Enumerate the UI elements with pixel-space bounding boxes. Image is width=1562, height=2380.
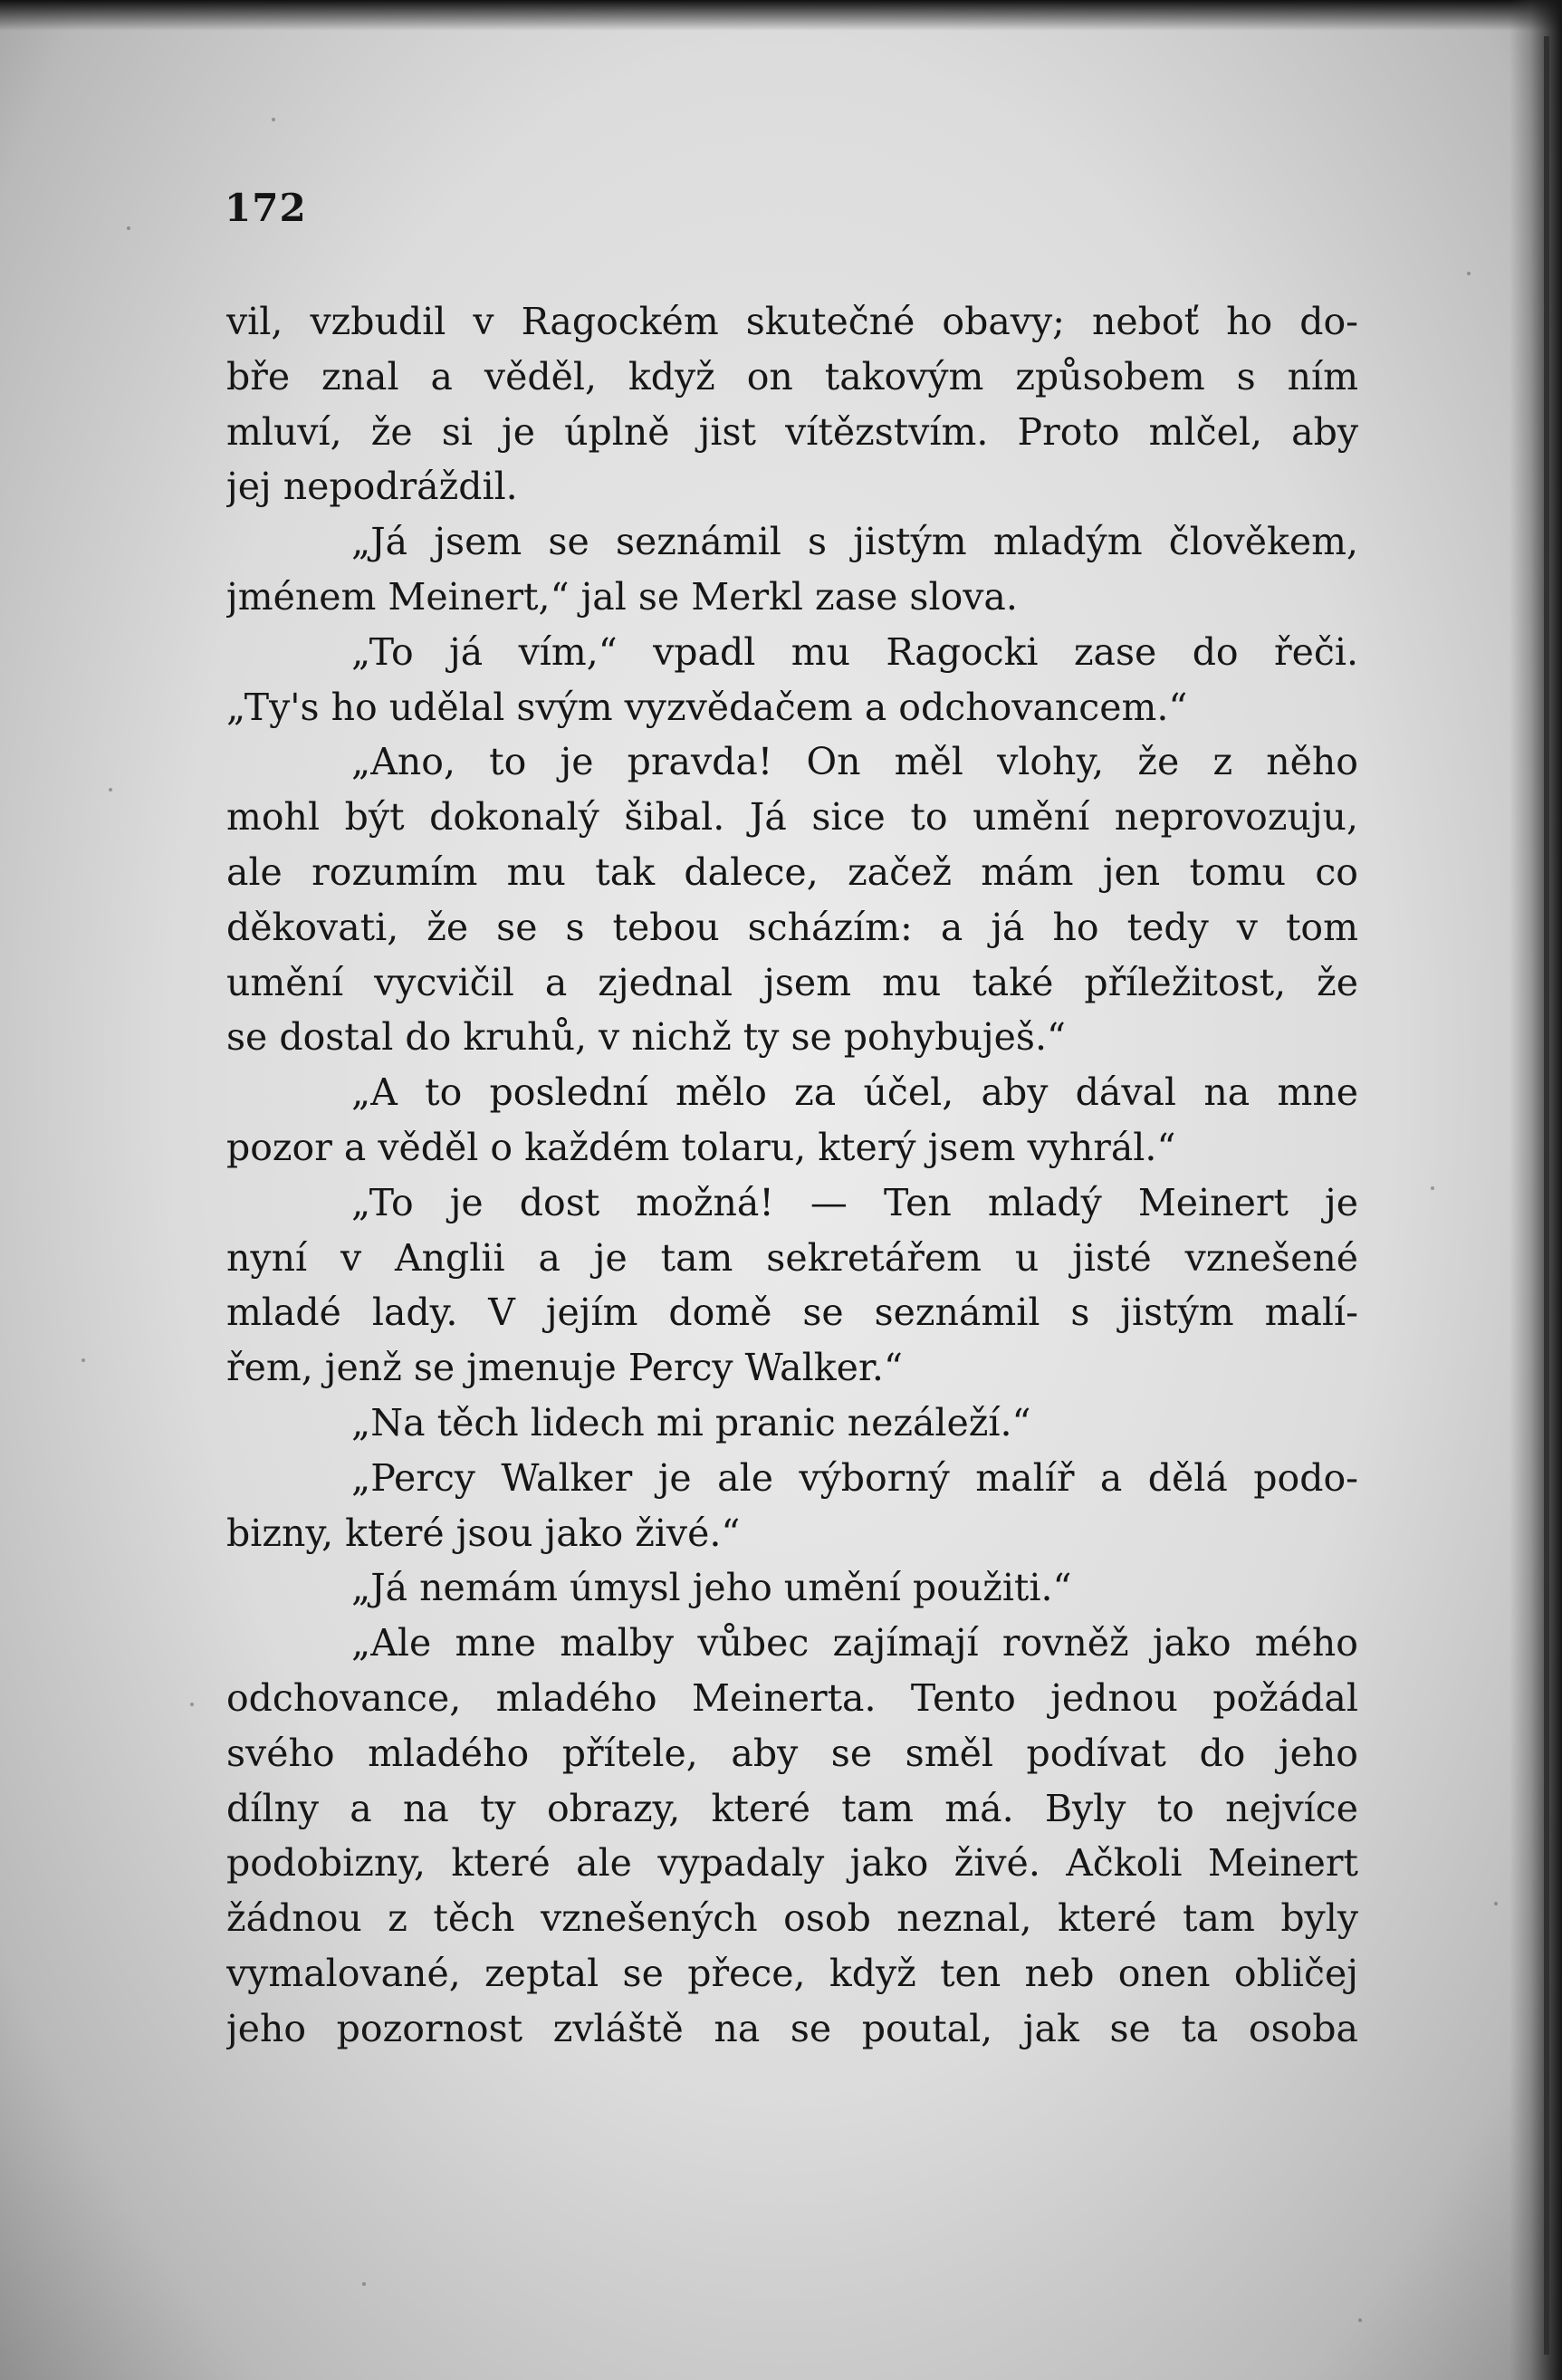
text-line: se dostal do kruhů, v nichž ty se pohybuješ.“ xyxy=(226,1015,1066,1060)
text-line: žádnou z těch vznešených osob neznal, které tam byly xyxy=(226,1896,1358,1941)
text-line: dílny a na ty obrazy, které tam má. Byly to nejvíce xyxy=(226,1786,1358,1830)
text-line: umění vycvičil a zjednal jsem mu také příležitost, že xyxy=(226,960,1358,1004)
text-line: jménem Meinert,“ jal se Merkl zase slova. xyxy=(226,574,1018,619)
scan-speck xyxy=(190,1703,194,1706)
text-line: nyní v Anglii a je tam sekretářem u jisté vznešené xyxy=(226,1235,1358,1280)
text-line: jej nepodráždil. xyxy=(226,465,518,509)
scan-speck xyxy=(1494,1902,1498,1905)
text-line: bizny, které jsou jako živé.“ xyxy=(226,1511,741,1555)
scan-speck xyxy=(1358,2318,1362,2322)
scan-speck xyxy=(109,788,112,792)
scan-speck xyxy=(127,226,130,230)
scan-speck xyxy=(81,1358,85,1362)
text-line: děkovati, že se s tebou scházím: a já ho tedy v tom xyxy=(226,905,1358,949)
text-line: řem, jenž se jmenuje Percy Walker.“ xyxy=(226,1346,903,1390)
text-line: „Já nemám úmysl jeho umění použiti.“ xyxy=(351,1566,1072,1610)
text-line: „To je dost možná! — Ten mladý Meinert je xyxy=(351,1180,1358,1224)
scan-speck xyxy=(272,118,275,121)
text-line: pozor a věděl o každém tolaru, který jsem vyhrál.“ xyxy=(226,1125,1176,1169)
text-line: „Na těch lidech mi pranic nezáleží.“ xyxy=(351,1400,1031,1444)
text-line: „A to poslední mělo za účel, aby dával na mne xyxy=(351,1070,1358,1115)
text-line: odchovance, mladého Meinerta. Tento jednou požádal xyxy=(226,1675,1358,1720)
text-line: mladé lady. V jejím domě se seznámil s jistým malí- xyxy=(226,1291,1358,1335)
text-line: bře znal a věděl, když on takovým způsobem s ním xyxy=(226,354,1358,398)
text-line: „Já jsem se seznámil s jistým mladým člověkem, xyxy=(351,520,1358,564)
scan-speck xyxy=(362,2282,366,2286)
book-spine-line xyxy=(1544,36,1549,2355)
text-line: svého mladého přítele, aby se směl podívat do jeho xyxy=(226,1731,1358,1775)
text-line: mohl být dokonalý šibal. Já sice to umění neprovozuju, xyxy=(226,795,1358,840)
scan-speck xyxy=(1467,272,1471,275)
text-line: mluví, že si je úplně jist vítězstvím. Proto mlčel, aby xyxy=(226,409,1358,454)
text-line: „Ale mne malby vůbec zajímají rovněž jako mého xyxy=(351,1621,1358,1665)
text-line: jeho pozornost zvláště na se poutal, jak se ta osoba xyxy=(226,2006,1358,2050)
scan-speck xyxy=(1431,1186,1434,1190)
text-line: podobizny, které ale vypadaly jako živé. Ačkoli Meinert xyxy=(226,1841,1358,1886)
page-text xyxy=(226,294,1358,2057)
page-number: 172 xyxy=(225,186,307,230)
top-scan-edge xyxy=(0,0,1562,31)
text-line: vymalované, zeptal se přece, když ten neb onen obličej xyxy=(226,1951,1358,1995)
text-line: ale rozumím mu tak dalece, začež mám jen tomu co xyxy=(226,849,1358,894)
book-spine-shadow xyxy=(1509,0,1562,2380)
text-line: „Percy Walker je ale výborný malíř a dělá podo- xyxy=(351,1455,1358,1500)
text-line: „To já vím,“ vpadl mu Ragocki zase do řeči. xyxy=(351,629,1358,674)
text-line: „Ty's ho udělal svým vyzvědačem a odchovancem.“ xyxy=(226,685,1188,729)
text-line: „Ano, to je pravda! On měl vlohy, že z něho xyxy=(351,740,1358,784)
text-line: vil, vzbudil v Ragockém skutečné obavy; neboť ho do- xyxy=(226,300,1358,343)
